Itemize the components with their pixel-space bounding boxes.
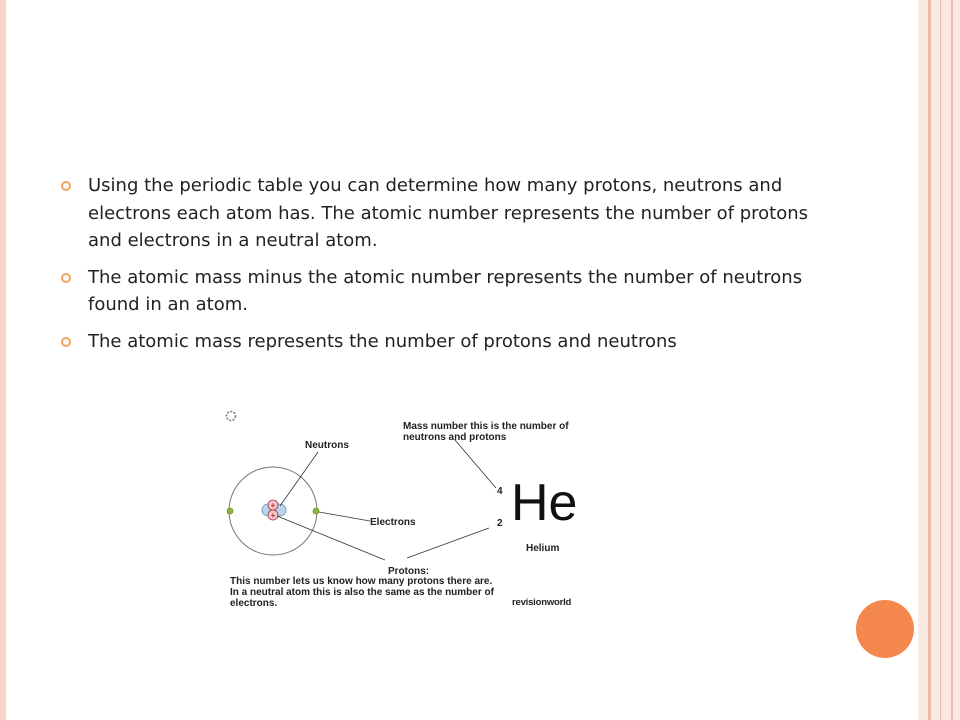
protons-title: Protons:: [388, 566, 430, 577]
panel-stripe: [940, 0, 941, 720]
mass-number-label: Mass number this is the number of neutrons and protons: [403, 421, 569, 443]
mass-pointer-line: [455, 440, 496, 488]
panel-stripe: [928, 0, 931, 720]
neutrons-label: Neutrons: [305, 440, 349, 451]
bullet-item: [60, 328, 820, 356]
helium-atom-diagram: [225, 410, 615, 622]
bullet-text: Using the periodic table you can determine how many protons, neutrons and electrons each atom has. The atomic number represents the number of protons and electrons in a neutral atom.: [88, 175, 809, 251]
bullet-item: [60, 264, 820, 319]
orange-circle-button[interactable]: [856, 600, 914, 658]
bullet-ring-icon: [61, 273, 71, 283]
protons-description: This number lets us know how many protons there are. In a neutral atom this is also the same as the number of electrons.: [230, 576, 494, 609]
proton-plus-sign: +: [270, 501, 276, 510]
right-decor-panel: [918, 0, 960, 720]
mass-number-value: 4: [497, 486, 503, 497]
neutrons-pointer-line: [280, 452, 318, 506]
electrons-pointer-line: [319, 512, 370, 521]
electron-particle: [227, 508, 233, 514]
protons-pointer-line: [277, 516, 385, 560]
bullet-list: [60, 172, 820, 364]
bullet-text: The atomic mass represents the number of protons and neutrons: [88, 330, 677, 352]
electron-particle: [313, 508, 319, 514]
atomic-number-pointer-line: [407, 528, 489, 558]
revisionworld-logo-text: revisionworld: [512, 597, 572, 608]
revisionworld-logo-icon: [225, 410, 237, 422]
panel-stripe: [951, 0, 953, 720]
electrons-label: Electrons: [370, 517, 416, 528]
bullet-item: [60, 172, 820, 255]
bullet-ring-icon: [61, 337, 71, 347]
atomic-number-value: 2: [497, 518, 503, 529]
element-symbol: He: [511, 474, 578, 532]
element-name: Helium: [526, 543, 560, 554]
left-border: [0, 0, 6, 720]
bullet-ring-icon: [61, 181, 71, 191]
bullet-text: The atomic mass minus the atomic number represents the number of neutrons found in an atom.: [88, 266, 803, 315]
proton-plus-sign: +: [270, 511, 276, 520]
